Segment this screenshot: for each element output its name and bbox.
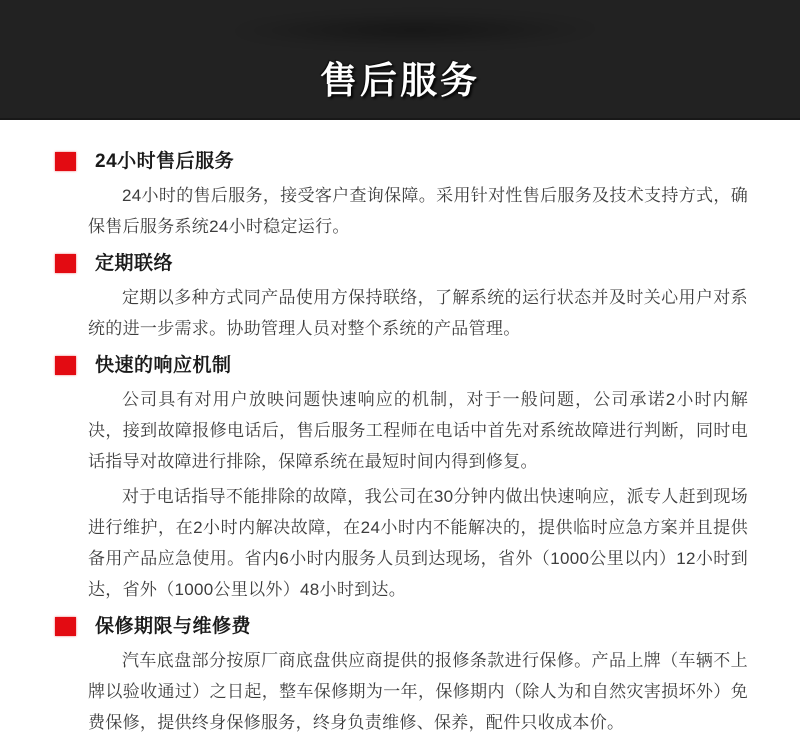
- section-paragraph: 对于电话指导不能排除的故障，我公司在30分钟内做出快速响应，派专人赶到现场进行维护，在2小时内解决故障，在24小时内不能解决的，提供临时应急方案并且提供备用产品应急使用。省内6小时内服务人员到达现场，省外（1000公里以内）12小时到达，省外（1000公里以外）48小时到达。: [88, 487, 748, 599]
- section-paragraph: 汽车底盘部分按原厂商底盘供应商提供的报修条款进行保修。产品上牌（车辆不上牌以验收通过）之日起，整车保修期为一年，保修期内（除人为和自然灾害损坏外）免费保修，提供终身保修服务，终身负责维修、保养，配件只收成本价。: [88, 651, 748, 732]
- watermark-smudge: [224, 12, 606, 48]
- red-square-bullet-icon: [55, 356, 76, 375]
- section-regular-contact: [88, 252, 748, 344]
- section-heading: 快速的响应机制: [95, 355, 232, 376]
- page-header: [0, 0, 800, 120]
- section-paragraph: 定期以多种方式同产品使用方保持联络，了解系统的运行状态并及时关心用户对系统的进一步需求。协助管理人员对整个系统的产品管理。: [88, 288, 748, 338]
- content-area: [0, 120, 800, 738]
- section-rapid-response: [88, 354, 748, 605]
- page-title: 售后服务: [320, 60, 480, 101]
- section-heading: 24小时售后服务: [95, 151, 235, 172]
- section-heading-row: [88, 354, 748, 378]
- section-heading: 保修期限与维修费: [95, 616, 252, 637]
- section-heading-row: [88, 150, 748, 174]
- red-square-bullet-icon: [55, 617, 76, 636]
- section-heading-row: [88, 252, 748, 276]
- red-square-bullet-icon: [55, 152, 76, 171]
- section-24h-service: [88, 150, 748, 242]
- section-paragraph: 24小时的售后服务，接受客户查询保障。采用针对性售后服务及技术支持方式，确保售后服务系统24小时稳定运行。: [88, 186, 748, 236]
- red-square-bullet-icon: [55, 254, 76, 273]
- section-heading: 定期联络: [95, 253, 174, 274]
- section-warranty-fees: [88, 615, 748, 738]
- section-paragraph: 公司具有对用户放映问题快速响应的机制，对于一般问题，公司承诺2小时内解决，接到故障报修电话后，售后服务工程师在电话中首先对系统故障进行判断，同时电话指导对故障进行排除，保障系统在最短时间内得到修复。: [88, 390, 748, 471]
- section-heading-row: [88, 615, 748, 639]
